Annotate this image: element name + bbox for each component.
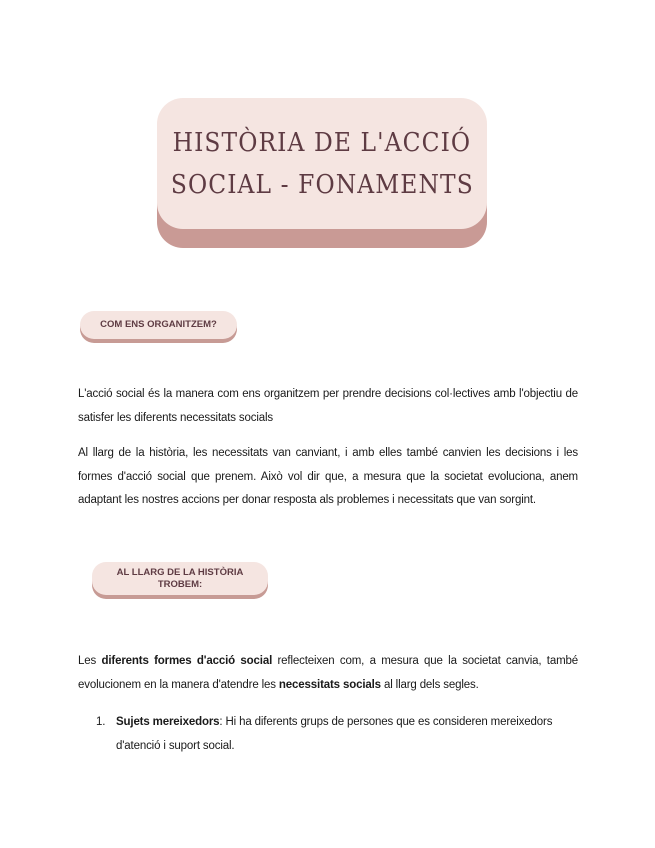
paragraph-forms-text-2: reflecteixen com, a mesura que la societat canvia, també evolucionem en la manera d'atendre les [78,655,579,691]
paragraph-forms-bold-2: necessitats socials [278,678,381,691]
title-line-2: SOCIAL - FONAMENTS [170,169,474,200]
paragraph-forms-bold-1: diferents formes d'acció social [101,655,273,667]
paragraph-history: Al llarg de la història, les necessitats van canviant, i amb elles també canvien les decisions i les formes d'acció social que prenem. Això vol dir que, a mesura que la societat evoluciona, anem adaptant les nostres accions per donar resposta als problemes i necessitats que van sorgint. [78,447,578,506]
paragraph-forms-text-1: Les [78,655,102,667]
section-label-historia [92,562,268,595]
paragraph-definition: L'acció social és la manera com ens organitzem per prendre decisions col·lectives amb l'objectiu de satisfer les diferents necessitats socials [78,388,578,424]
list-item [96,710,578,758]
section-label-face [92,562,268,595]
section-label-line-1: AL LLARG DE LA HISTÒRIA [116,566,244,578]
list-item-content [116,710,578,758]
section-label-line-2: TROBEM: [157,578,203,590]
list-item-number: 1. [96,716,106,728]
paragraph-forms-text-3: al llarg dels segles. [380,678,479,691]
list-item-term: Sujets mereixedors [116,716,220,728]
title-line-1: HISTÒRIA DE L'ACCIÓ [172,127,472,158]
paragraph-forms [78,650,578,697]
list-item-text: : Hi ha diferents grups de persones que es consideren mereixedors d'atenció i suport social. [116,716,553,752]
numbered-list [96,710,578,758]
section-label-organitzem [80,311,237,339]
section-label-face [80,311,237,339]
title-card [157,98,487,229]
section-label-text: COM ENS ORGANITZEM? [100,319,217,330]
